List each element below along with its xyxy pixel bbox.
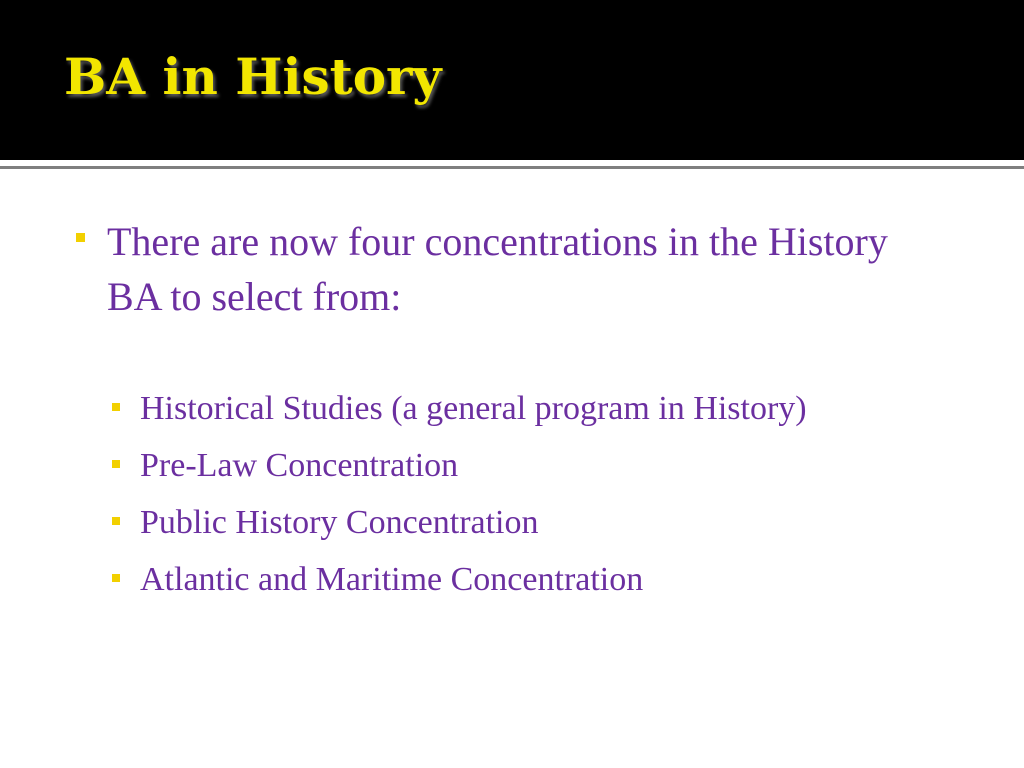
sub-bullet-text: Atlantic and Maritime Concentration bbox=[140, 561, 644, 598]
slide-title: BA in History bbox=[64, 47, 442, 106]
square-bullet-icon bbox=[76, 233, 85, 242]
main-bullet-text: There are now four concentrations in the History BA to select from: bbox=[107, 219, 888, 319]
square-bullet-icon bbox=[112, 460, 120, 468]
sub-bullet-text: Pre-Law Concentration bbox=[140, 447, 459, 484]
square-bullet-icon bbox=[112, 403, 120, 411]
square-bullet-icon bbox=[112, 574, 120, 582]
sub-bullet-text: Historical Studies (a general program in History) bbox=[140, 390, 807, 427]
square-bullet-icon bbox=[112, 517, 120, 525]
sub-bullet-text: Public History Concentration bbox=[140, 504, 539, 541]
